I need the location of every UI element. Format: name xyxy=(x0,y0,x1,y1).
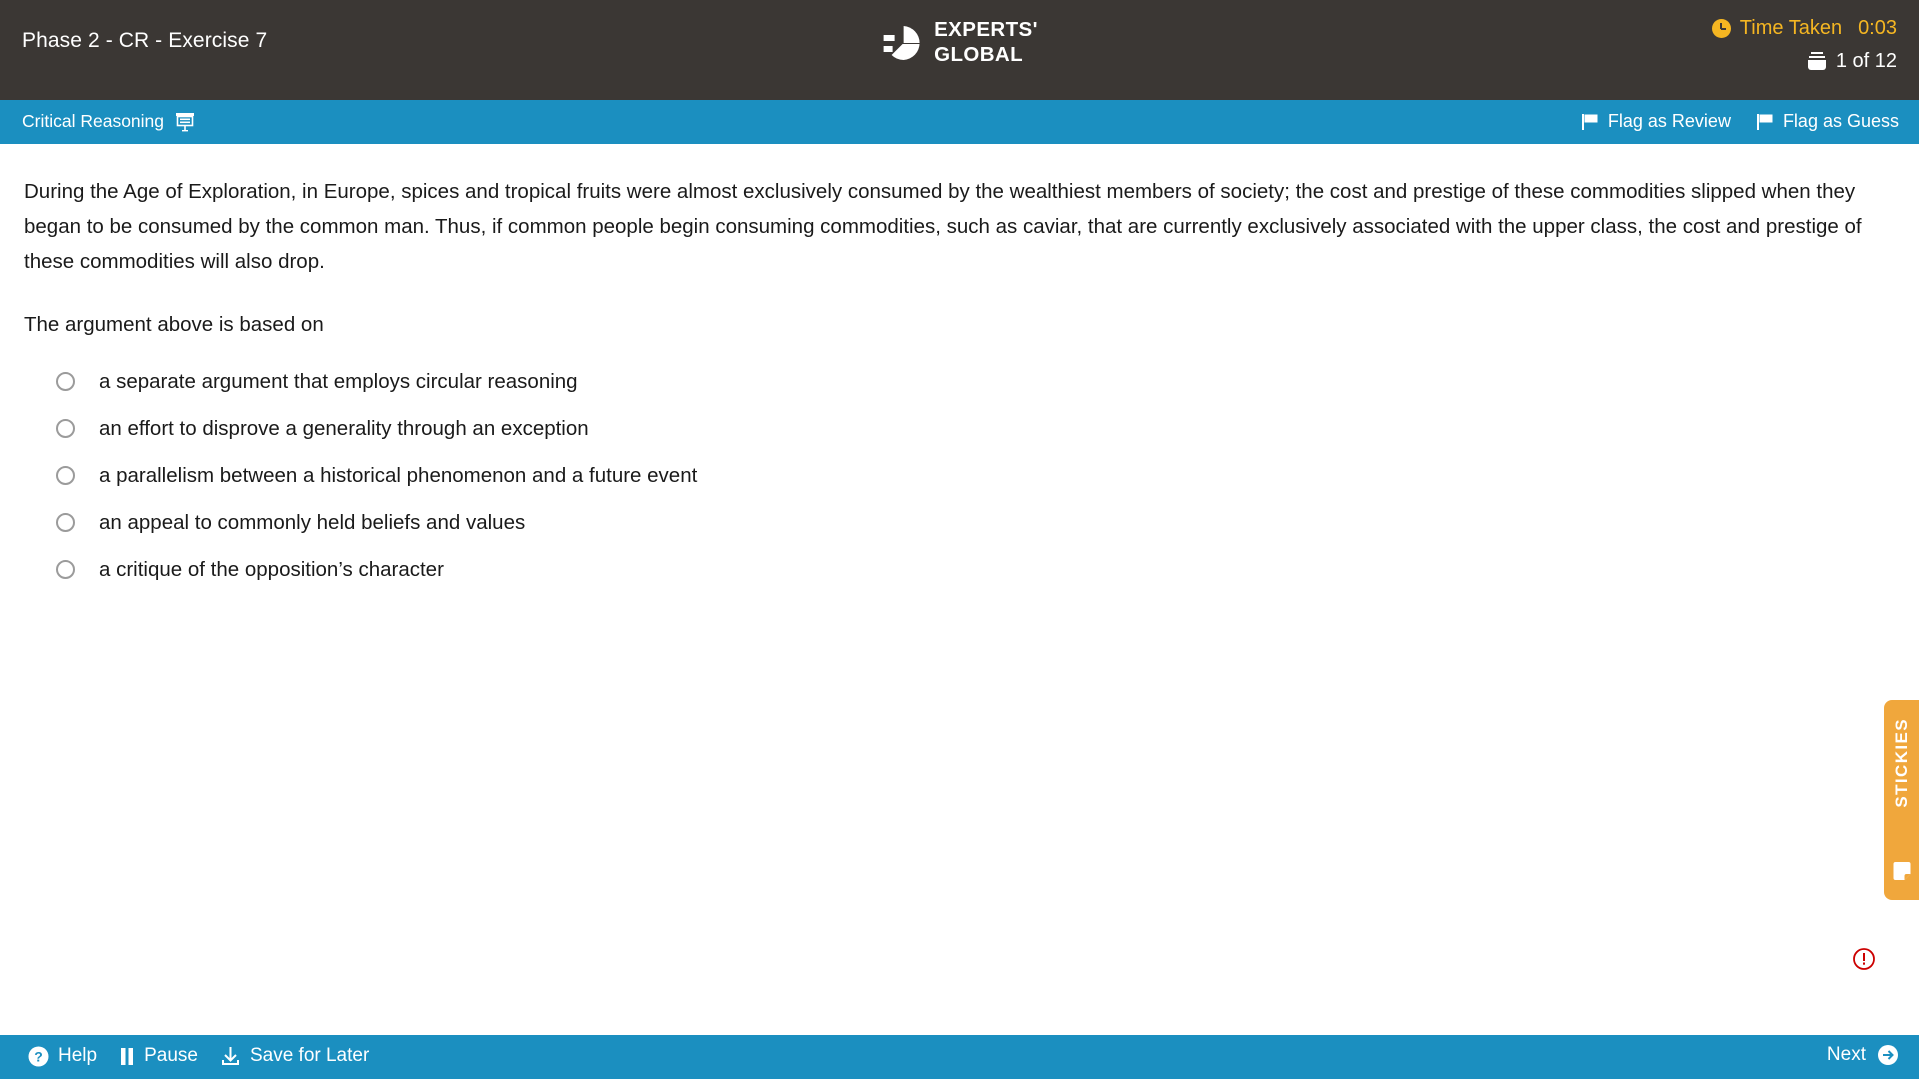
next-label: Next xyxy=(1826,1044,1866,1065)
svg-text:?: ? xyxy=(34,1048,43,1064)
download-icon xyxy=(220,1046,241,1067)
pause-icon xyxy=(119,1048,135,1065)
passage-text: During the Age of Exploration, in Europe, spices and tropical fruits were almost exclusively consumed by the wealthiest members of society; the cost and prestige of these commodities slipped when they began to be consumed by the common man. Thus, if common people begin consuming commodities, such as caviar, that are currently exclusively associated with the upper class, the cost and prestige of these commodities will also drop. xyxy=(24,180,1862,273)
radio-button-4[interactable] xyxy=(56,513,75,532)
answer-option-3[interactable] xyxy=(24,452,1424,499)
top-header xyxy=(0,0,1919,100)
flag-actions xyxy=(1582,111,1899,132)
answer-option-label-5: a critique of the opposition’s character xyxy=(99,557,444,581)
flag-as-review-button[interactable] xyxy=(1582,111,1731,132)
answer-option-4[interactable] xyxy=(24,499,1424,546)
bottom-toolbar-actions xyxy=(28,1045,369,1067)
brand-line-1: EXPERTS' xyxy=(934,18,1038,41)
help-button[interactable] xyxy=(28,1045,97,1067)
arrow-right-circle-icon xyxy=(1877,1044,1899,1066)
question-counter xyxy=(1807,50,1897,73)
section-bar xyxy=(0,100,1919,144)
save-for-later-label: Save for Later xyxy=(249,1045,370,1066)
radio-button-5[interactable] xyxy=(56,560,75,579)
stack-icon xyxy=(1807,52,1827,71)
brand-logo xyxy=(881,20,1038,65)
time-taken-label: Time Taken xyxy=(1739,17,1843,39)
answer-option-1[interactable] xyxy=(24,358,1424,405)
flag-icon xyxy=(1757,114,1774,130)
answer-option-2[interactable] xyxy=(24,405,1424,452)
question-mark-icon xyxy=(28,1046,49,1067)
alert-circle-icon[interactable] xyxy=(1852,947,1876,971)
brand-wordmark xyxy=(934,20,1038,65)
answer-option-label-2: an effort to disprove a generality through an exception xyxy=(99,416,589,440)
flag-as-guess-label: Flag as Guess xyxy=(1782,111,1899,131)
answer-option-label-1: a separate argument that employs circular reasoning xyxy=(99,369,578,393)
exercise-title: Phase 2 - CR - Exercise 7 xyxy=(22,29,268,52)
flag-as-guess-button[interactable] xyxy=(1757,111,1899,132)
time-taken-display xyxy=(1712,17,1897,40)
stickies-tab[interactable] xyxy=(1884,700,1919,900)
question-stem: The argument above is based on xyxy=(24,313,324,336)
answer-option-label-4: an appeal to commonly held beliefs and values xyxy=(99,510,526,534)
bottom-toolbar xyxy=(0,1035,1919,1079)
section-name-label: Critical Reasoning xyxy=(22,111,165,131)
save-for-later-button[interactable] xyxy=(220,1045,369,1067)
answer-option-label-3: a parallelism between a historical phenomenon and a future event xyxy=(99,463,698,487)
clock-icon xyxy=(1712,19,1731,38)
question-counter-text: 1 of 12 xyxy=(1835,50,1897,72)
flag-as-review-label: Flag as Review xyxy=(1607,111,1731,131)
next-button[interactable] xyxy=(1827,1044,1899,1066)
flag-icon xyxy=(1582,114,1599,130)
sticky-note-icon xyxy=(1891,861,1912,882)
section-name xyxy=(22,111,195,132)
answer-option-5[interactable] xyxy=(24,546,1424,593)
stickies-label: STICKIES xyxy=(1891,718,1911,808)
answer-options xyxy=(24,358,1424,593)
brand-line-2: GLOBAL xyxy=(934,42,1024,66)
pause-label: Pause xyxy=(144,1045,198,1066)
radio-button-2[interactable] xyxy=(56,419,75,438)
radio-button-1[interactable] xyxy=(56,372,75,391)
question-content xyxy=(0,144,1919,1035)
radio-button-3[interactable] xyxy=(56,466,75,485)
time-taken-value: 0:03 xyxy=(1858,17,1897,39)
whiteboard-icon[interactable] xyxy=(175,112,195,132)
experts-global-logo-icon xyxy=(881,22,923,64)
help-label: Help xyxy=(58,1045,98,1066)
pause-button[interactable] xyxy=(119,1045,198,1067)
